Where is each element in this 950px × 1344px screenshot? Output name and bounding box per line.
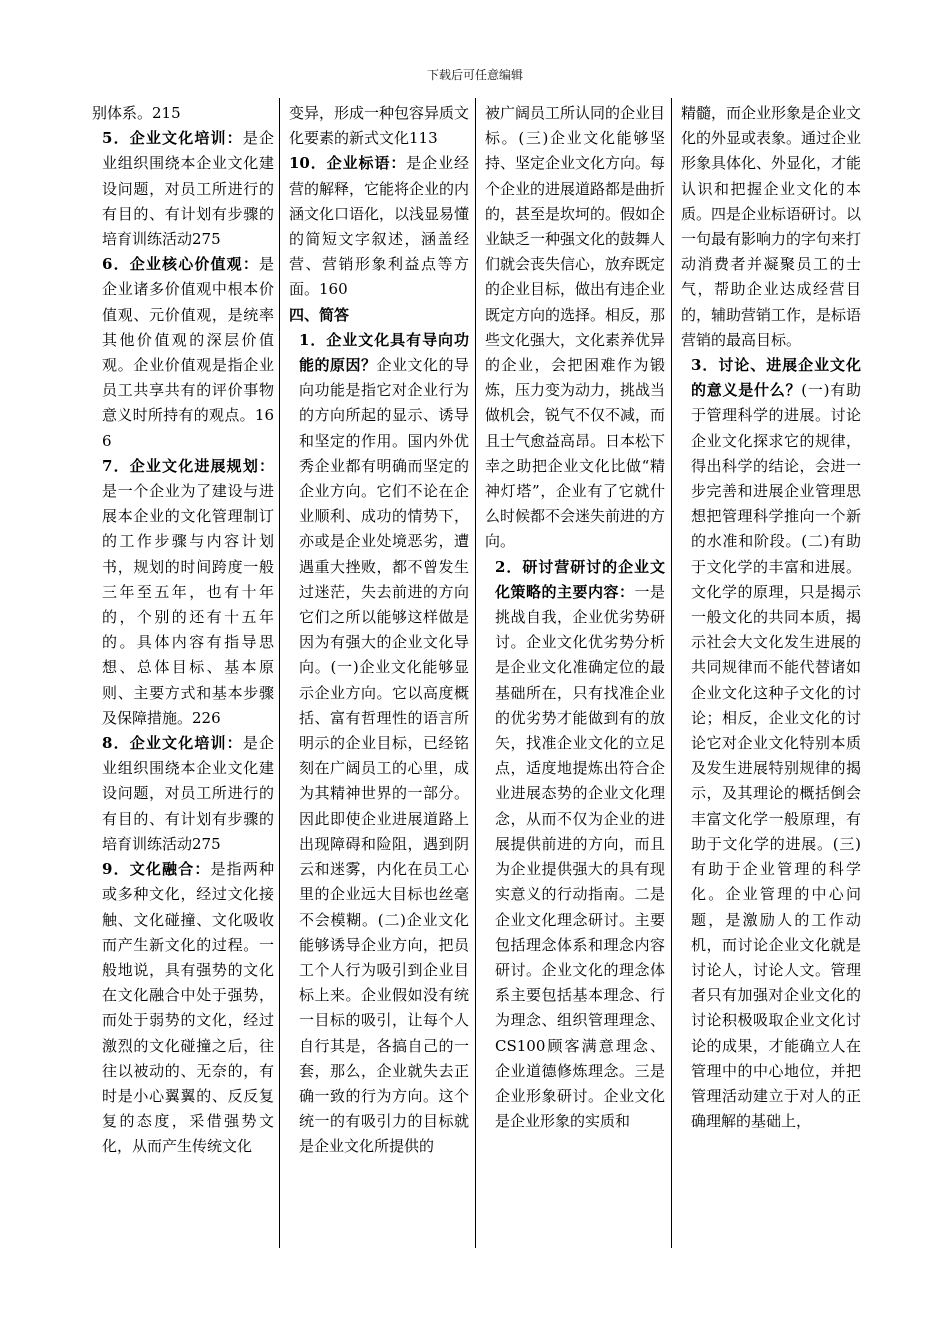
question-heading: 2．研讨营研讨的企业文化策略的主要内容： xyxy=(495,557,665,601)
definition-9 xyxy=(92,857,274,1159)
question-2 xyxy=(485,555,665,1135)
page-header: 下载后可任意编辑 xyxy=(426,68,523,82)
paragraph-text: 企业文化的导向功能是指它对企业行为的方向所起的显示、诱导和坚定的作用。国内外优秀企业都有明确而坚定的企业方向。它们不论在企业顺利、成功的情势下，亦或是企业处境恶劣，遭遇重大挫败，都不曾发生过迷茫，失去前进的方向它们之所以能够这样做是因为有强大的企业文化导向。(一)企业文化能够显示企业方向。它以高度概括、富有哲理性的语言所明示的企业目标，已经铭刻在广阔员工的心里，成为其精神世界的一部分。因此即使企业进展道路上出现障碍和险阻，遇到阴云和迷雾，内化在员工心里的企业远大目标也丝毫不会模糊。(二)企业文化能够诱导企业方向，把员工个人行为吸引到企业目标上来。企业假如没有统一目标的吸引，让每个人自行其是，各搞自己的一套，那么，企业就失去正确一致的行为方向。这个统一的有吸引力的目标就是企业文化所提供的 xyxy=(299,356,469,1156)
paragraph-text: 是一个企业为了建设与进展本企业的文化管理制订的工作步骤与内容计划书，规划的时间跨度一般三年至五年，也有十年的，个别的还有十五年的。具体内容有指导思想、总体目标、基本原则、主要方式和基本步骤及保障措施。226 xyxy=(102,482,274,727)
definition-5 xyxy=(92,126,274,252)
column-4 xyxy=(681,101,861,1251)
paragraph xyxy=(485,101,665,555)
question-heading: 1．企业文化具有导向功能的原因？ xyxy=(299,330,469,375)
column-2 xyxy=(289,101,469,1251)
paragraph-text: 变异，形成一种包容异质文化要素的新式文化113 xyxy=(289,104,470,148)
column-3 xyxy=(485,101,665,1251)
paragraph-text: 是企业诸多价值观中根本价值观、元价值观，是统率其他价值观的深层价值观。企业价值观是指企业员工共享共有的评价事物意义时所持有的观点。166 xyxy=(102,255,274,450)
definition-6 xyxy=(92,252,274,454)
paragraph-text: 是企业组织围绕本企业文化建设问题，对员工所进行的有目的、有计划有步骤的培育训练活动275 xyxy=(102,129,274,249)
question-1 xyxy=(289,328,469,1160)
paragraph-text: 一是挑战自我，企业优劣势研讨。企业文化优劣势分析是企业文化准确定位的最基础所在，只有找准企业的优劣势才能做到有的放矢，找准企业文化的立足点，适度地提炼出符合企业进展态势的企业文化理念，从而不仅为企业的进展提供前进的方向，而且为企业提供强大的具有现实意义的行动指南。二是企业文化理念研讨。主要包括理念体系和理念内容研讨。企业文化的理念体系主要包括基本理念、行为理念、组织管理理念、CS100顾客满意理念、企业道德修炼理念。三是企业形象研讨。企业文化是企业形象的实质和 xyxy=(495,582,665,1131)
definition-7 xyxy=(92,454,274,731)
paragraph xyxy=(681,101,861,353)
column-divider xyxy=(279,98,280,1248)
column-divider xyxy=(475,98,476,1248)
question-heading: 3．讨论、进展企业文化的意义是什么？ xyxy=(691,356,861,400)
paragraph xyxy=(92,101,274,126)
term-heading: 7．企业文化进展规划： xyxy=(102,456,274,475)
column-1 xyxy=(92,101,274,1251)
paragraph-text: 别体系。215 xyxy=(92,104,181,122)
paragraph xyxy=(289,101,469,151)
definition-10 xyxy=(289,151,469,302)
definition-8 xyxy=(92,731,274,857)
paragraph-text: 被广阔员工所认同的企业目标。(三)企业文化能够坚持、坚定企业文化方向。每个企业的进展道路都是曲折的，甚至是坎坷的。假如企业缺乏一种强文化的鼓舞人们就会丧失信心，放弃既定的企业目标，做出有违企业既定方向的选择。相反，那些文化强大，文化素养优异的企业，会把困难作为锻炼，压力变为动力，挑战当做机会，锐气不仅不减，而且士气愈益高昂。日本松下幸之助把企业文化比做“精神灯塔”，企业有了它就什么时候都不会迷失前进的方向。 xyxy=(485,104,666,551)
question-3 xyxy=(681,353,861,1134)
term-heading: 10．企业标语： xyxy=(289,154,407,173)
term-heading: 9．文化融合： xyxy=(102,860,211,879)
term-heading: 5．企业文化培训： xyxy=(102,129,243,148)
section-heading xyxy=(289,303,469,328)
paragraph-text: 是指两种或多种文化，经过文化接触、文化碰撞、文化吸收而产生新文化的过程。一般地说，具有强势的文化在文化融合中处于强势，而处于弱势的文化，经过激烈的文化碰撞之后，往往以被动的、无奈的，有时是小心翼翼的、反反复复的态度，采借强势文化，从而产生传统文化 xyxy=(102,860,274,1156)
paragraph-text: 是企业组织围绕本企业文化建设问题，对员工所进行的有目的、有计划有步骤的培育训练活动275 xyxy=(102,734,274,853)
paragraph-text: 精髓，而企业形象是企业文化的外显或表象。通过企业形象具体化、外显化，才能认识和把握企业文化的本质。四是企业标语研讨。以一句最有影响力的字句来打动消费者并凝聚员工的士气，帮助企业达成经营目的，辅助营销工作，是标语营销的最高目标。 xyxy=(681,104,862,349)
term-heading: 6．企业核心价值观： xyxy=(102,255,259,274)
section-title: 四、简答 xyxy=(289,305,350,324)
paragraph-text: 是企业经营的解释，它能将企业的内涵文化口语化，以浅显易懂的简短文字叙述，涵盖经营、营销形象利益点等方面。160 xyxy=(289,154,470,299)
column-divider xyxy=(671,98,672,1248)
paragraph-text: (一)有助于管理科学的进展。讨论企业文化探求它的规律，得出科学的结论，会进一步完善和进展企业管理思想把管理科学推向一个新的水准和阶段。(二)有助于文化学的丰富和进展。文化学的原理，只是揭示一般文化的共同本质，揭示社会大文化发生进展的共同规律而不能代替诸如企业文化这种子文化的讨论；相反，企业文化的讨论它对企业文化特别本质及发生进展特别规律的揭示，及其理论的概括倒会丰富文化学一般原理，有助于文化学的进展。(三)有助于企业管理的科学化。企业管理的中心问题，是激励人的工作动机，而讨论企业文化就是讨论人，讨论人文。管理者只有加强对企业文化的讨论积极吸取企业文化讨论的成果，才能确立人在管理中的中心地位，并把管理活动建立于对人的正确理解的基础上， xyxy=(691,381,861,1131)
term-heading: 8．企业文化培训： xyxy=(102,734,243,753)
